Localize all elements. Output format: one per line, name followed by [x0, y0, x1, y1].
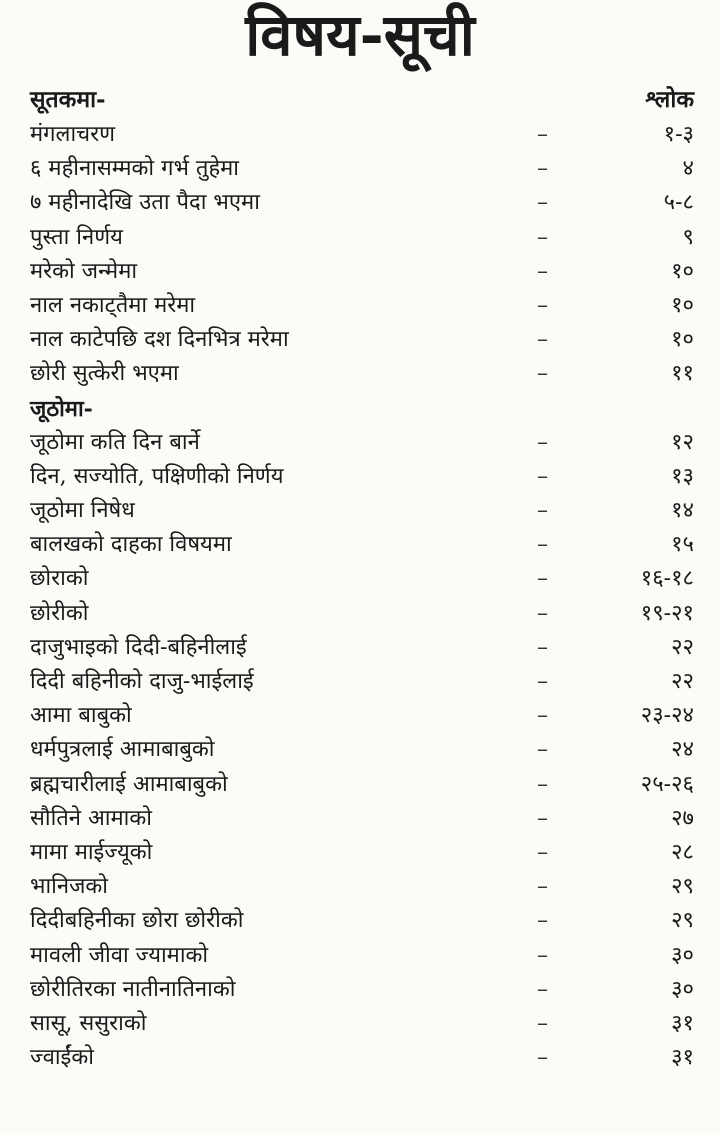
toc-entry-dash: – — [537, 429, 548, 455]
toc-entry-verse: १० — [671, 327, 694, 353]
toc-entry-dash: – — [537, 942, 548, 968]
toc-entry-title: मंगलाचरण — [30, 122, 116, 147]
section-title: जूठोमा- — [30, 395, 93, 422]
section-heading — [30, 392, 694, 426]
toc-entry-dash: – — [537, 600, 548, 626]
toc-entry-title: ७ महीनादेखि उता पैदा भएमा — [30, 190, 260, 216]
toc-entry-title: मरेको जन्मेमा — [30, 258, 138, 284]
toc-entry-verse: ३० — [671, 976, 694, 1002]
toc-entry-title: छोराको — [30, 566, 89, 592]
toc-entry-title: ब्रह्मचारीलाई आमाबाबुको — [30, 771, 228, 797]
toc-entry-verse: १४ — [671, 498, 694, 524]
toc-entry-verse: ४ — [682, 156, 694, 182]
toc-entry — [30, 1007, 694, 1041]
toc-entry-dash: – — [537, 737, 548, 763]
toc-entry-verse: २९ — [671, 908, 694, 934]
toc-entry-verse: ११ — [671, 361, 694, 387]
toc-entry — [30, 870, 694, 904]
toc-entry — [30, 460, 694, 494]
toc-entry-dash: – — [537, 190, 548, 216]
toc-entry-title: नाल नकाट्तैमा मरेमा — [30, 292, 196, 318]
toc-entry-verse: १३ — [671, 463, 694, 489]
toc-entry-title: सौतिने आमाको — [30, 805, 152, 831]
toc-entry-verse: १९-२१ — [640, 600, 694, 626]
verse-column-header: श्लोक — [645, 86, 694, 113]
toc-entry-verse: ३० — [671, 942, 694, 968]
toc-entry — [30, 904, 694, 938]
toc-entry-verse: ५-८ — [663, 190, 694, 216]
toc-entry-title: मामा माईज्यूको — [30, 839, 153, 865]
toc-entry — [30, 152, 694, 186]
toc-entry — [30, 597, 694, 631]
toc-entry-dash: – — [537, 361, 548, 387]
toc-entry-dash: – — [537, 703, 548, 729]
toc-entry-verse: १२ — [671, 429, 694, 455]
toc-entry-dash: – — [537, 874, 548, 900]
toc-entry — [30, 699, 694, 733]
toc-entry-title: ६ महीनासम्मको गर्भ तुहेमा — [30, 156, 239, 182]
toc-entry — [30, 562, 694, 596]
toc-entry-title: दिन, सज्योति, पक्षिणीको निर्णय — [30, 463, 284, 489]
toc-entry — [30, 255, 694, 289]
toc-entry-verse: २३-२४ — [640, 703, 694, 729]
toc-entry-dash: – — [537, 839, 548, 865]
toc-entry-verse: १० — [671, 292, 694, 318]
toc-entry-dash: – — [537, 258, 548, 284]
toc-entry — [30, 733, 694, 767]
toc-entry-dash: – — [537, 292, 548, 318]
toc-entry-title: दिदीबहिनीका छोरा छोरीको — [30, 908, 244, 934]
toc-entry-title: दाजुभाइको दिदी-बहिनीलाई — [30, 634, 247, 660]
toc-entry-title: धर्मपुत्रलाई आमाबाबुको — [30, 737, 215, 763]
toc-entry-dash: – — [537, 976, 548, 1002]
toc-entry — [30, 939, 694, 973]
toc-entry-title: मावली जीवा ज्यामाको — [30, 942, 209, 968]
toc-entry-dash: – — [537, 669, 548, 694]
toc-entry-verse: ३१ — [671, 1010, 694, 1036]
toc-entry-verse: २४ — [671, 737, 694, 763]
toc-entry-dash: – — [537, 805, 548, 831]
toc-entry — [30, 768, 694, 802]
toc-entry-dash: – — [537, 463, 548, 489]
toc-entry-dash: – — [537, 908, 548, 934]
toc-entry-title: नाल काटेपछि दश दिनभित्र मरेमा — [30, 327, 289, 353]
toc-entry-dash: – — [537, 327, 548, 353]
page-title: विषय-सूची — [245, 1, 475, 69]
toc-entry-title: छोरीको — [30, 600, 89, 626]
toc-entry — [30, 836, 694, 870]
toc-entry — [30, 289, 694, 323]
toc-entry — [30, 631, 694, 665]
toc-entry-verse: ९ — [682, 224, 694, 250]
toc-entry — [30, 494, 694, 528]
toc-entry-title: छोरीतिरका नातीनातिनाको — [30, 976, 236, 1002]
toc-entry-verse: २२ — [671, 669, 694, 694]
toc-entry — [30, 323, 694, 357]
toc-entry — [30, 221, 694, 255]
toc-entry-title: भानिजको — [30, 874, 108, 900]
toc-entry-dash: – — [537, 122, 548, 147]
toc-entry-verse: २९ — [671, 874, 694, 900]
toc-entry-dash: – — [537, 1045, 548, 1071]
toc-entry-verse: ३१ — [671, 1045, 694, 1071]
toc-entry — [30, 802, 694, 836]
toc-entry-title: सासू, ससुराको — [30, 1010, 147, 1036]
toc-entry-dash: – — [537, 566, 548, 592]
toc-entry-title: आमा बाबुको — [30, 703, 132, 729]
toc-entry-dash: – — [537, 771, 548, 797]
toc-entry-title: दिदी बहिनीको दाजु-भाईलाई — [30, 669, 254, 694]
toc-header-row — [30, 82, 694, 116]
toc-entry-verse: २२ — [671, 634, 694, 660]
toc-entry — [30, 357, 694, 391]
toc-entry-verse: १५ — [671, 532, 694, 558]
toc-entry-verse: २८ — [671, 839, 694, 865]
section-heading: सूतकमा- — [30, 86, 106, 113]
toc-list — [30, 118, 694, 1075]
toc-entry-verse: १-३ — [663, 122, 694, 147]
toc-entry — [30, 118, 694, 152]
toc-entry — [30, 973, 694, 1007]
toc-entry-title: छोरी सुत्केरी भएमा — [30, 361, 179, 387]
toc-entry-dash: – — [537, 498, 548, 524]
toc-entry-title: पुस्ता निर्णय — [30, 224, 123, 250]
toc-entry-dash: – — [537, 156, 548, 182]
toc-entry-dash: – — [537, 224, 548, 250]
toc-entry — [30, 665, 694, 699]
toc-entry-title: जूठोमा निषेध — [30, 498, 135, 524]
toc-entry-dash: – — [537, 532, 548, 558]
toc-entry — [30, 1041, 694, 1075]
toc-entry-dash: – — [537, 634, 548, 660]
toc-entry — [30, 426, 694, 460]
toc-entry-title: ज्वाईंको — [30, 1045, 94, 1071]
toc-entry-verse: १६-१८ — [640, 566, 694, 592]
toc-entry — [30, 528, 694, 562]
toc-entry-verse: २५-२६ — [640, 771, 694, 797]
toc-entry — [30, 186, 694, 220]
toc-entry-dash: – — [537, 1010, 548, 1036]
toc-entry-title: जूठोमा कति दिन बार्ने — [30, 429, 200, 455]
toc-entry-verse: २७ — [671, 805, 694, 831]
toc-entry-verse: १० — [671, 258, 694, 284]
toc-entry-title: बालखको दाहका विषयमा — [30, 532, 232, 558]
